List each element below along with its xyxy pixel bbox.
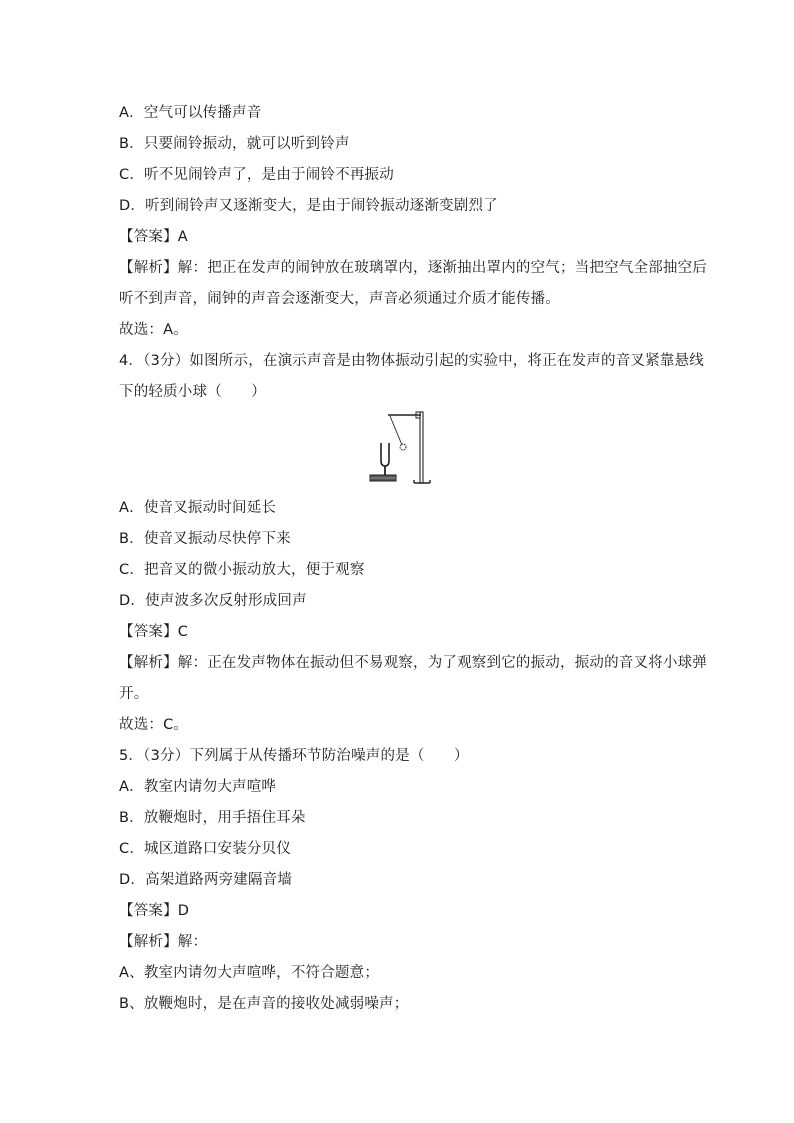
q5-option-d: D．高架道路两旁建隔音墙 — [119, 872, 293, 888]
q3-analysis-line-2: 听不到声音，闹钟的声音会逐渐变大，声音必须通过介质才能传播。 — [119, 291, 560, 307]
q3-analysis-line-1: 【解析】解：把正在发声的闹钟放在玻璃罩内，逐渐抽出罩内的空气；当把空气全部抽空后 — [119, 260, 707, 276]
q4-option-b: B．使音叉振动尽快停下来 — [119, 531, 291, 547]
q4-analysis-line-1: 【解析】解：正在发声物体在振动但不易观察，为了观察到它的振动，振动的音叉将小球弹 — [119, 655, 707, 671]
q5-analysis-line-1: 【解析】解： — [119, 934, 208, 950]
q3-option-b: B．只要闹铃振动，就可以听到铃声 — [119, 136, 350, 152]
q3-option-c: C．听不见闹铃声了，是由于闹铃不再振动 — [119, 167, 394, 183]
q5-analysis-line-2: A、教室内请勿大声喧哗，不符合题意； — [119, 965, 380, 981]
q5-answer: 【答案】D — [119, 903, 190, 919]
q3-option-d: D．听到闹铃声又逐渐变大，是由于闹铃振动逐渐变剧烈了 — [119, 198, 498, 214]
q4-option-c: C．把音叉的微小振动放大，便于观察 — [119, 562, 365, 578]
q4-stem-line-2: 下的轻质小球（ ） — [119, 384, 266, 400]
q4-option-a: A．使音叉振动时间延长 — [119, 500, 277, 516]
q5-stem: 5．（3分）下列属于从传播环节防治噪声的是（ ） — [119, 748, 469, 764]
q4-choice: 故选：C。 — [119, 717, 189, 733]
q4-stem-line-1: 4．（3分）如图所示，在演示声音是由物体振动引起的实验中，将正在发声的音叉紧靠悬线 — [119, 353, 704, 369]
q3-answer: 【答案】A — [119, 229, 188, 245]
q5-option-b: B．放鞭炮时，用手捂住耳朵 — [119, 810, 306, 826]
q4-option-d: D．使声波多次反射形成回声 — [119, 593, 307, 609]
tuning-fork-pendulum-diagram — [366, 409, 432, 489]
q3-option-a: A．空气可以传播声音 — [119, 105, 262, 121]
q4-answer: 【答案】C — [119, 624, 189, 640]
q5-option-c: C．城区道路口安装分贝仪 — [119, 841, 292, 857]
q3-choice: 故选：A。 — [119, 322, 188, 338]
q4-analysis-line-2: 开。 — [119, 686, 149, 702]
q5-option-a: A．教室内请勿大声喧哗 — [119, 779, 277, 795]
q5-analysis-line-3: B、放鞭炮时，是在声音的接收处减弱噪声； — [119, 996, 409, 1012]
